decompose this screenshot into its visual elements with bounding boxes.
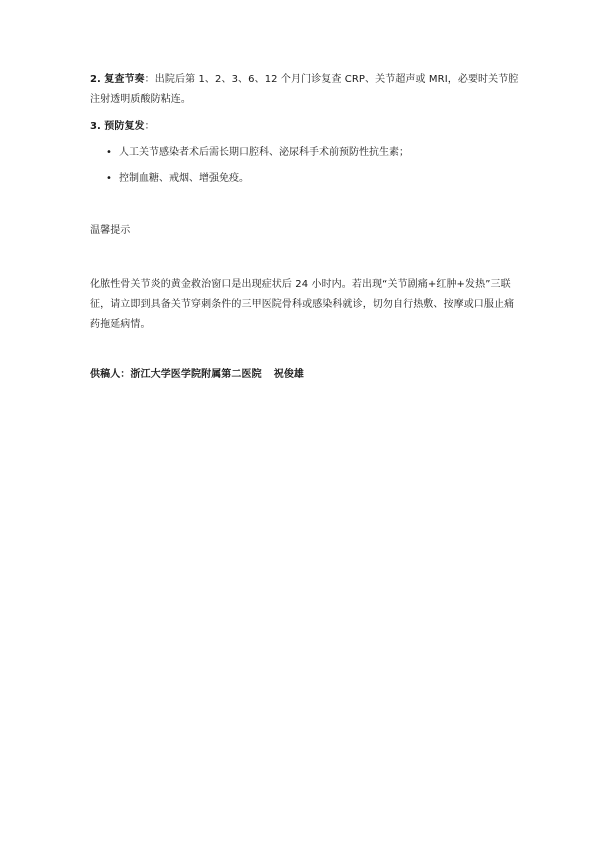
section-text: 出院后第 1、2、3、6、12 个月门诊复查 CRP、关节超声或 MRI，必要时关节腔注射透明质酸防粘连。 <box>90 74 519 105</box>
bullet-icon: • <box>106 173 112 184</box>
section-separator: ： <box>144 74 155 85</box>
section-followup <box>90 70 520 110</box>
contributor-name: 祝俊雄 <box>273 369 305 380</box>
contributor-line <box>90 365 520 385</box>
contributor-label: 供稿人： <box>90 369 131 380</box>
section-heading: 预防复发 <box>104 121 145 132</box>
section-prevention <box>90 117 520 137</box>
tips-text: 化脓性骨关节炎的黄金救治窗口是出现症状后 24 小时内。若出现“关节剧痛+红肿+发热”三联征，请立即到具备关节穿刺条件的三甲医院骨科或感染科就诊，切勿自行热敷、按摩或口服止痛药拖延病情。 <box>90 279 515 330</box>
list-item-text: 人工关节感染者术后需长期口腔科、泌尿科手术前预防性抗生素； <box>119 147 409 158</box>
contributor-organization: 浙江大学医学院附属第二医院 <box>130 369 262 380</box>
list-item <box>102 169 520 189</box>
tips-heading: 温馨提示 <box>90 225 131 236</box>
prevention-list <box>90 143 520 189</box>
bullet-icon: • <box>106 147 112 158</box>
document-body <box>90 70 520 385</box>
section-number: 2. <box>90 74 101 85</box>
list-item-text: 控制血糖、戒烟、增强免疫。 <box>119 173 249 184</box>
list-item <box>102 143 520 163</box>
section-separator: ： <box>144 121 155 132</box>
section-number: 3. <box>90 121 101 132</box>
section-heading: 复查节奏 <box>104 74 145 85</box>
